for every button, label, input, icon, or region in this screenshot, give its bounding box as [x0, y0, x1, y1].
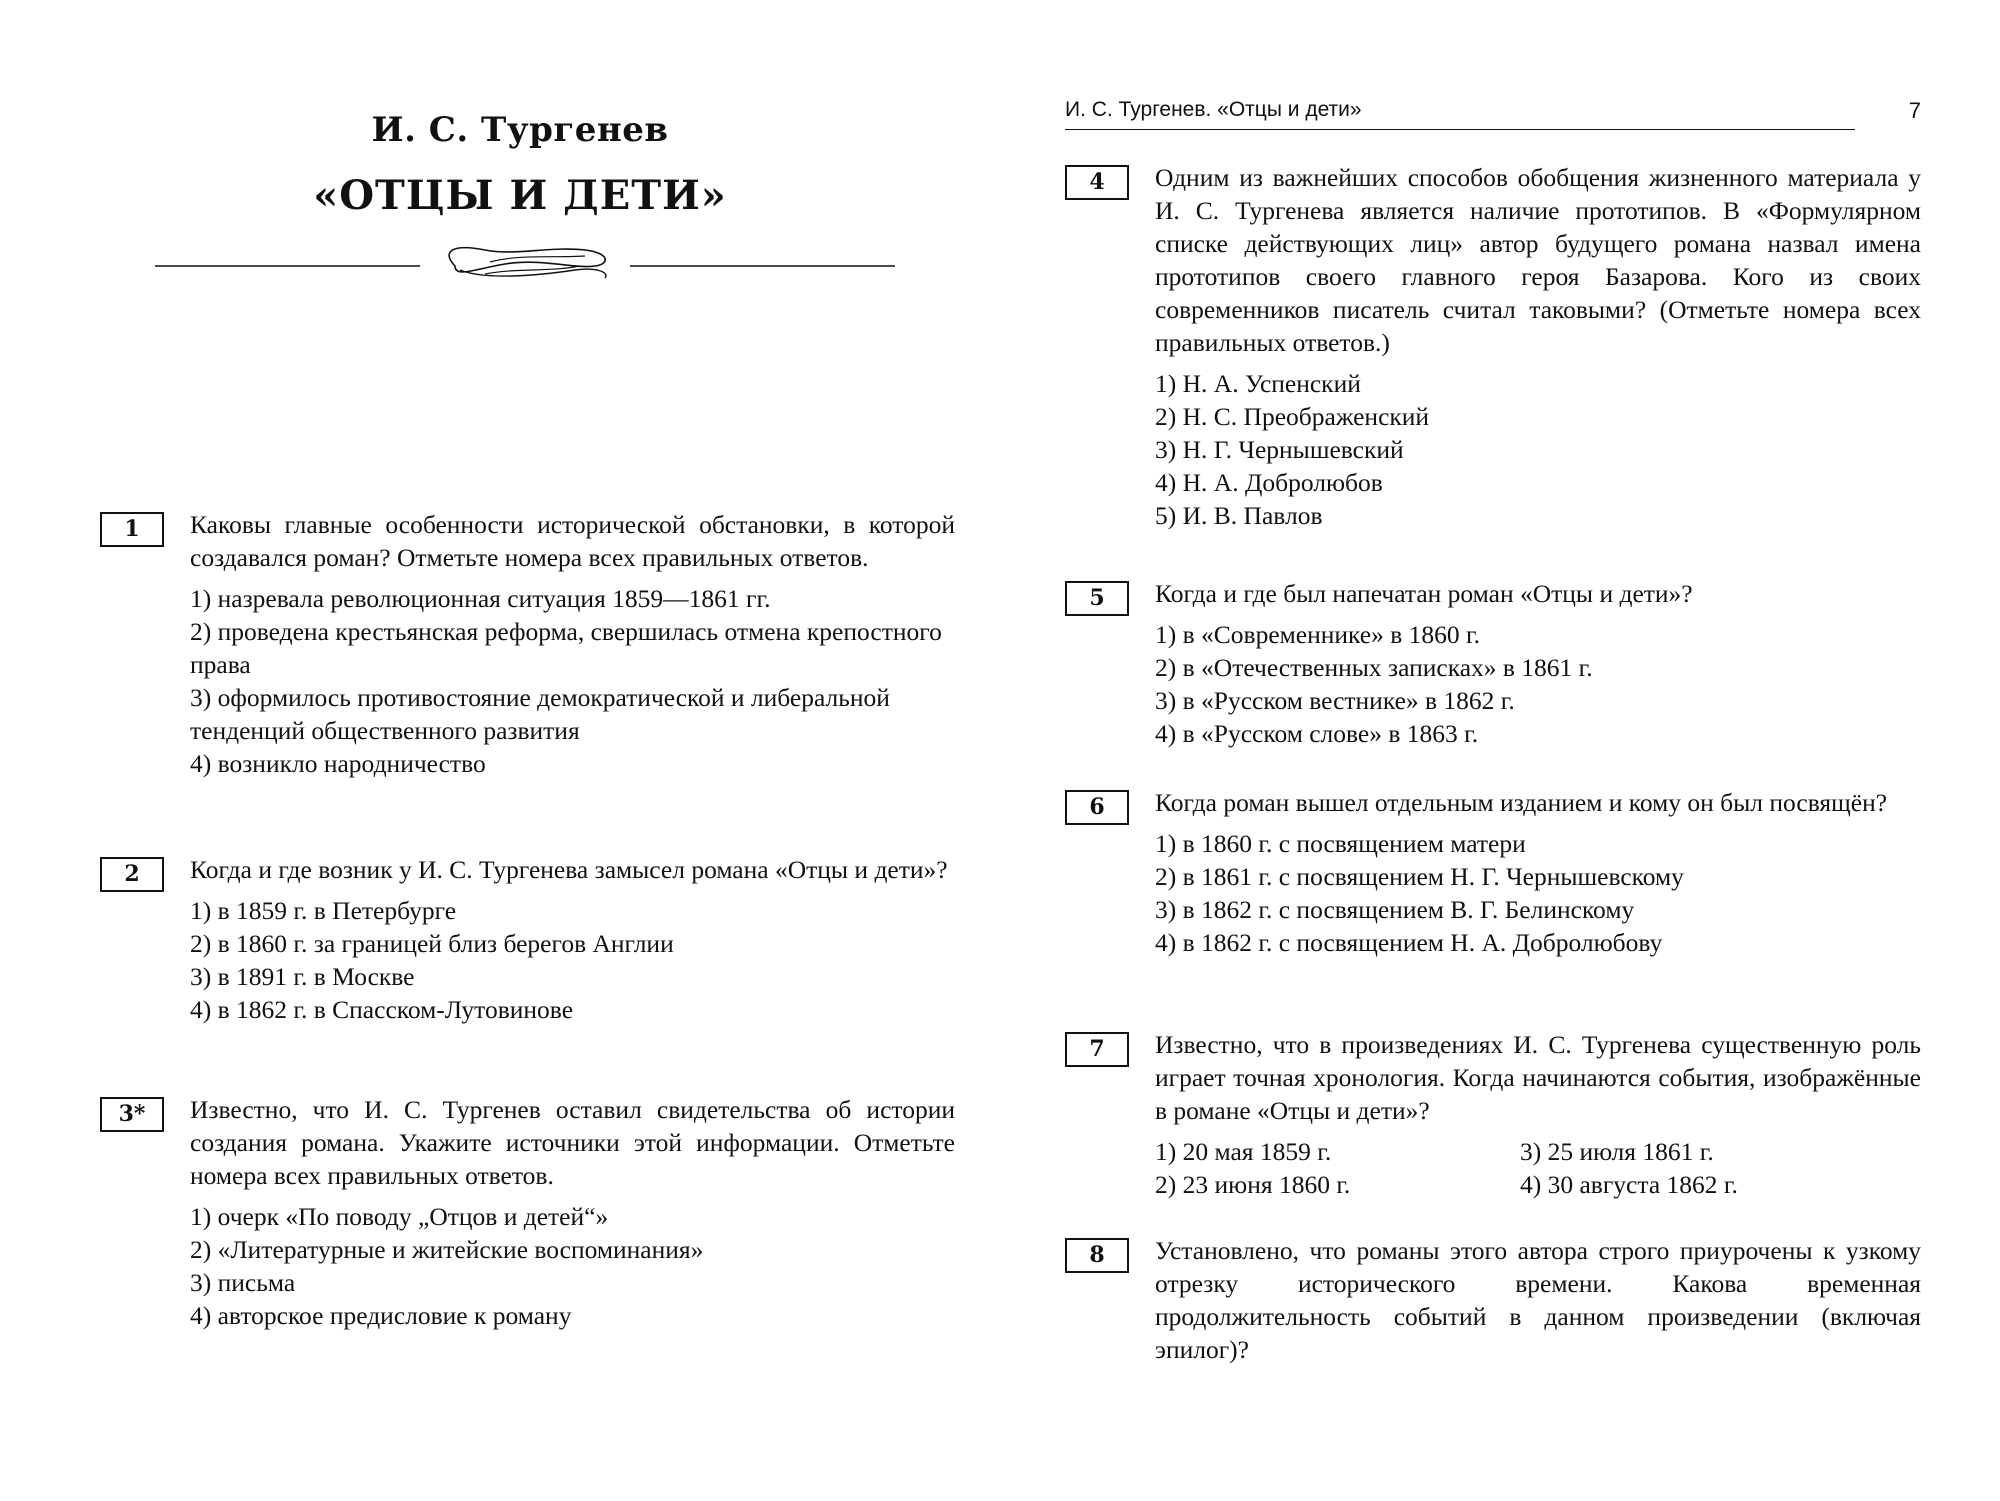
question-number-box: 2 [100, 857, 164, 892]
running-header-title: И. С. Тургенев. «Отцы и дети» [1065, 98, 1362, 121]
answer-option: 2) 23 июня 1860 г. [1155, 1170, 1351, 1199]
answer-option: 3) в 1891 г. в Москве [190, 962, 415, 991]
question-number-box: 4 [1065, 165, 1129, 200]
question-number-box: 5 [1065, 581, 1129, 616]
question-text: Одним из важнейших способов обобщения жизненного материала у И. С. Тургенева является наличие прототипов. В «Формулярном списке действующих лиц» автор будущего романа назвал имена прототипов своего главного героя Базарова. Кого из своих современников писатель считал таковыми? (Отметьте номера всех правильных ответов.) [1155, 163, 1921, 357]
answer-option: 4) возникло народничество [190, 749, 486, 778]
answer-options [190, 1200, 955, 1332]
answer-option: 2) в 1861 г. с посвящением Н. Г. Чернышевскому [1155, 862, 1684, 891]
question-number-box: 7 [1065, 1032, 1129, 1067]
answer-options [190, 582, 955, 780]
question-4 [1065, 161, 1921, 532]
answer-options [1155, 367, 1921, 532]
header-rule [1065, 129, 1855, 130]
answer-options [190, 894, 955, 1026]
answer-option: 4) 30 августа 1862 г. [1520, 1170, 1738, 1199]
question-text: Каковы главные особенности исторической обстановки, в которой создавался роман? Отметьте номера всех правильных ответов. [190, 510, 955, 572]
answer-option: 1) Н. А. Успенский [1155, 369, 1361, 398]
question-3 [100, 1093, 955, 1332]
answer-option: 3) 25 июля 1861 г. [1520, 1137, 1714, 1166]
answer-option: 2) проведена крестьянская реформа, свершилась отмена крепостного права [190, 617, 942, 679]
answer-option: 4) в 1862 г. в Спасском-Лутовинове [190, 995, 574, 1024]
answer-option: 3) письма [190, 1268, 296, 1297]
ornament-divider [155, 236, 895, 296]
chapter-title-block [150, 110, 890, 219]
question-text: Известно, что И. С. Тургенев оставил свидетельства об истории создания романа. Укажите источники этой информации. Отметьте номера всех правильных ответов. [190, 1095, 955, 1190]
answer-options [1155, 618, 1921, 750]
answer-option: 1) назревала революционная ситуация 1859—1861 гг. [190, 584, 771, 613]
question-text: Когда роман вышел отдельным изданием и кому он был посвящён? [1155, 788, 1888, 817]
question-number-box: 6 [1065, 790, 1129, 825]
page-number: 7 [1908, 98, 1921, 123]
question-number-box: 8 [1065, 1238, 1129, 1273]
question-text: Когда и где возник у И. С. Тургенева замысел романа «Отцы и дети»? [190, 855, 948, 884]
question-7 [1065, 1028, 1921, 1201]
answer-option: 1) в «Современнике» в 1860 г. [1155, 620, 1480, 649]
answer-option: 4) в «Русском слове» в 1863 г. [1155, 719, 1479, 748]
answer-option: 3) в «Русском вестнике» в 1862 г. [1155, 686, 1515, 715]
answer-option: 1) в 1860 г. с посвящением матери [1155, 829, 1526, 858]
answer-option: 3) Н. Г. Чернышевский [1155, 435, 1404, 464]
answer-option: 4) авторское предисловие к роману [190, 1301, 572, 1330]
question-text: Когда и где был напечатан роман «Отцы и дети»? [1155, 579, 1693, 608]
answer-option: 3) оформилось противостояние демократической и либеральной тенденций общественного развития [190, 683, 890, 745]
answer-option: 2) в 1860 г. за границей близ берегов Англии [190, 929, 674, 958]
question-8 [1065, 1234, 1921, 1366]
question-6 [1065, 786, 1921, 959]
question-text: Известно, что в произведениях И. С. Тургенева существенную роль играет точная хронология. Когда начинаются события, изображённые в романе «Отцы и дети»? [1155, 1030, 1921, 1125]
answer-option: 2) в «Отечественных записках» в 1861 г. [1155, 653, 1593, 682]
answer-option: 1) в 1859 г. в Петербурге [190, 896, 457, 925]
answer-option: 2) Н. С. Преображенский [1155, 402, 1430, 431]
answer-option: 4) в 1862 г. с посвящением Н. А. Добролюбову [1155, 928, 1663, 957]
question-2 [100, 853, 955, 1026]
answer-option: 4) Н. А. Добролюбов [1155, 468, 1383, 497]
question-1 [100, 508, 955, 780]
novel-title: «ОТЦЫ И ДЕТИ» [313, 172, 727, 219]
answer-option: 1) 20 мая 1859 г. [1155, 1137, 1332, 1166]
answer-option: 2) «Литературные и житейские воспоминания» [190, 1235, 704, 1264]
question-text: Установлено, что романы этого автора строго приурочены к узкому отрезку исторического времени. Какова временная продолжительность событий в данном произведении (включая эпилог)? [1155, 1236, 1921, 1364]
author-name: И. С. Тургенев [371, 110, 669, 150]
question-5 [1065, 577, 1921, 750]
answer-option: 1) очерк «По поводу „Отцов и детей“» [190, 1202, 609, 1231]
answer-options [1155, 827, 1921, 959]
answer-options [1155, 1135, 1921, 1201]
answer-option: 3) в 1862 г. с посвящением В. Г. Белинскому [1155, 895, 1635, 924]
answer-option: 5) И. В. Павлов [1155, 501, 1323, 530]
question-number-box: 1 [100, 512, 164, 547]
right-page [1000, 0, 2000, 1501]
question-number-box: 3* [100, 1097, 164, 1132]
